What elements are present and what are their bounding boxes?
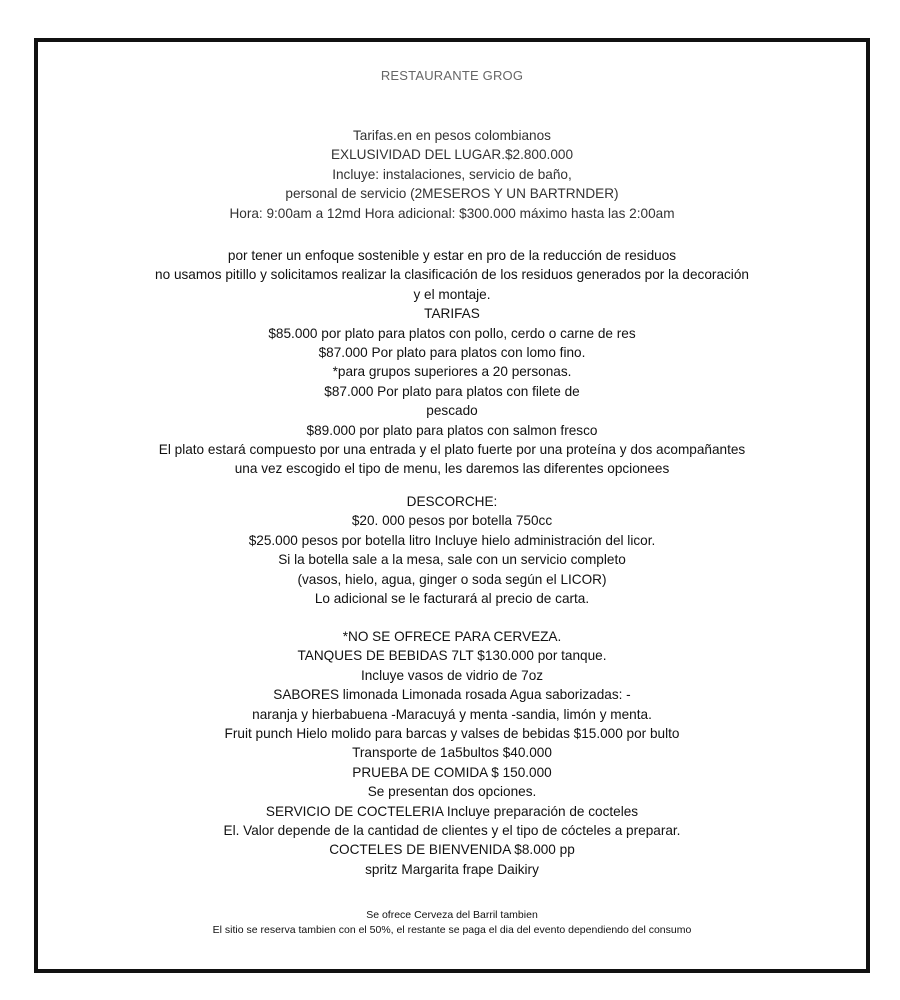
sustainability-line: no usamos pitillo y solicitamos realizar la clasificación de los residuos generados por la decoración xyxy=(155,267,749,283)
rate-line: $87.000 Por plato para platos con filete de xyxy=(324,383,580,399)
extras-line: SABORES limonada Limonada rosada Agua saborizadas: - xyxy=(273,687,631,703)
extras-line: Transporte de 1a5bultos $40.000 xyxy=(352,745,552,761)
extras-line: spritz Margarita frape Daikiry xyxy=(365,861,539,877)
intro-line: Hora: 9:00am a 12md Hora adicional: $300.000 máximo hasta las 2:00am xyxy=(229,205,675,221)
document-frame xyxy=(34,38,870,973)
rate-line: El plato estará compuesto por una entrada y el plato fuerte por una proteína y dos acompañantes xyxy=(158,442,746,458)
intro-section xyxy=(38,126,866,223)
footer-line: El sitio se reserva tambien con el 50%, el restante se paga el dia del evento dependiendo del consumo xyxy=(212,924,692,936)
sustainability-line: y el montaje. xyxy=(413,286,491,302)
rate-line: $85.000 por plato para platos con pollo, cerdo o carne de res xyxy=(268,325,636,341)
extras-line: Fruit punch Hielo molido para barcas y valses de bebidas $15.000 por bulto xyxy=(224,726,680,742)
intro-line: personal de servicio (2MESEROS Y UN BARTRNDER) xyxy=(285,186,619,202)
extras-line: naranja y hierbabuena -Maracuyá y menta -sandia, limón y menta. xyxy=(252,706,652,722)
rate-line: $87.000 Por plato para platos con lomo fino. xyxy=(318,345,586,361)
intro-line: EXLUSIVIDAD DEL LUGAR.$2.800.000 xyxy=(330,147,574,163)
extras-line: El. Valor depende de la cantidad de clientes y el tipo de cócteles a preparar. xyxy=(223,823,681,839)
rate-line: $89.000 por plato para platos con salmon fresco xyxy=(306,422,598,438)
extras-section xyxy=(38,627,866,879)
descorche-section xyxy=(38,492,866,608)
extras-line: Se presentan dos opciones. xyxy=(367,784,537,800)
extras-line: Incluye vasos de vidrio de 7oz xyxy=(360,667,544,683)
extras-line: *NO SE OFRECE PARA CERVEZA. xyxy=(342,629,562,644)
sustainability-and-rates-section xyxy=(38,246,866,479)
intro-line: Tarifas.en en pesos colombianos xyxy=(353,128,551,143)
extras-line: COCTELES DE BIENVENIDA $8.000 pp xyxy=(329,842,575,858)
descorche-line: Lo adicional se le facturará al precio de carta. xyxy=(314,591,590,607)
footer-section xyxy=(38,908,866,938)
rates-heading: TARIFAS xyxy=(424,306,480,322)
descorche-line: $25.000 pesos por botella litro Incluye hielo administración del licor. xyxy=(248,532,656,548)
rate-line: *para grupos superiores a 20 personas. xyxy=(332,364,572,380)
descorche-heading: DESCORCHE: xyxy=(406,494,498,509)
descorche-line: (vasos, hielo, agua, ginger o soda según el LICOR) xyxy=(297,571,607,587)
document-title: RESTAURANTE GROG xyxy=(380,68,524,83)
extras-line: TANQUES DE BEBIDAS 7LT $130.000 por tanque. xyxy=(297,648,607,664)
footer-line: Se ofrece Cerveza del Barril tambien xyxy=(366,909,538,921)
extras-line: PRUEBA DE COMIDA $ 150.000 xyxy=(352,764,552,780)
descorche-line: Si la botella sale a la mesa, sale con un servicio completo xyxy=(278,552,626,568)
descorche-line: $20. 000 pesos por botella 750cc xyxy=(351,513,553,529)
extras-line: SERVICIO DE COCTELERIA Incluye preparación de cocteles xyxy=(265,803,639,819)
rate-line: pescado xyxy=(426,403,478,419)
sustainability-line: por tener un enfoque sostenible y estar en pro de la reducción de residuos xyxy=(227,248,677,263)
intro-line: Incluye: instalaciones, servicio de baño, xyxy=(332,166,572,182)
rate-line: una vez escogido el tipo de menu, les daremos las diferentes opcionees xyxy=(234,461,670,477)
